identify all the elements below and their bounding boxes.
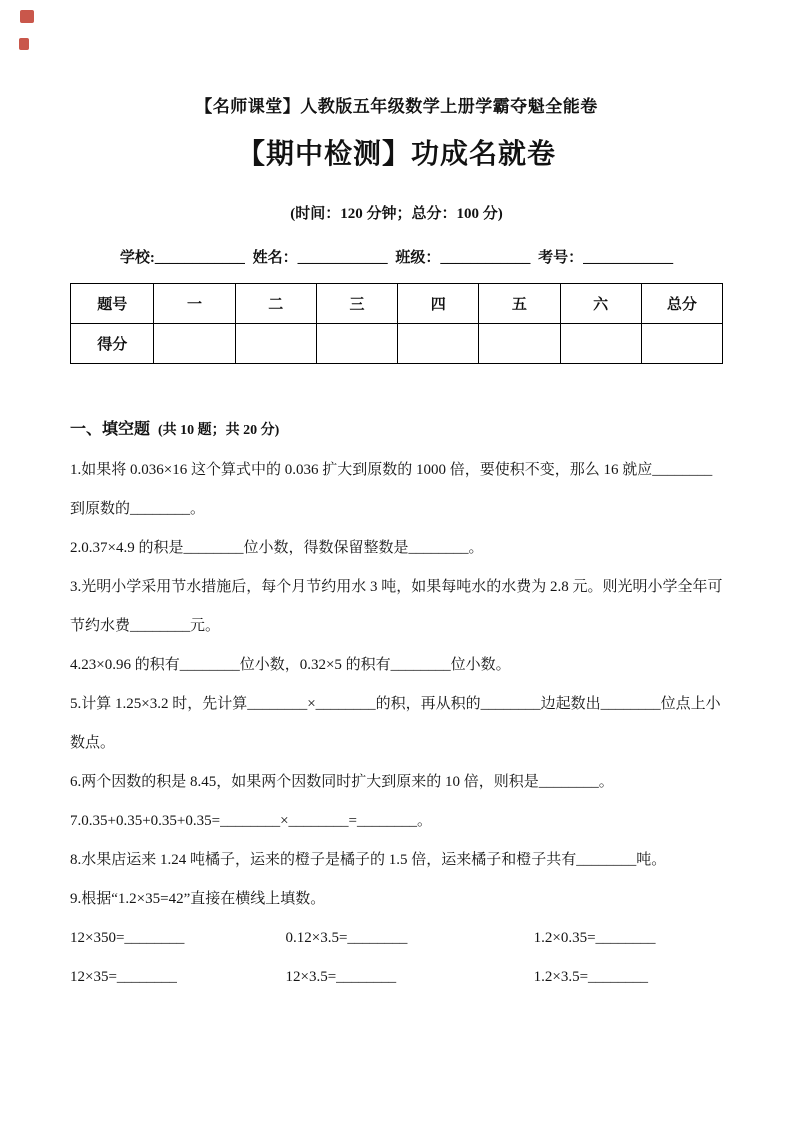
section-1-title: 一、填空题 [70, 421, 151, 438]
time-score-note: (时间：120 分钟；总分：100 分) [290, 206, 503, 222]
section-1-heading [70, 416, 723, 439]
question-4: 4.23×0.96 的积有________位小数，0.32×5 的积有________位小数。 [70, 657, 511, 673]
score-table [70, 283, 723, 364]
question-7: 7.0.35+0.35+0.35+0.35=________×________=________。 [70, 813, 433, 829]
q9-expression: 0.12×3.5=________ [285, 930, 408, 946]
score-table-cell-col2: 二 [235, 284, 316, 324]
q9-grid-row-1 [70, 919, 723, 958]
score-empty-cell [479, 324, 560, 364]
score-table-cell-col4: 四 [398, 284, 479, 324]
student-info-line [70, 246, 723, 267]
score-table-cell-col3: 三 [316, 284, 397, 324]
q9-expression: 12×35=________ [70, 969, 177, 985]
class-field: 班级：____________ [395, 250, 531, 266]
score-table-score-row [71, 324, 723, 364]
score-table-cell-col5: 五 [479, 284, 560, 324]
exam-number-field: 考号：____________ [538, 250, 674, 266]
score-table-cell-total: 总分 [641, 284, 722, 324]
question-6: 6.两个因数的积是 8.45，如果两个因数同时扩大到原来的 10 倍，则积是________。 [70, 774, 614, 790]
score-empty-cell [235, 324, 316, 364]
question-8: 8.水果店运来 1.24 吨橘子，运来的橙子是橘子的 1.5 倍，运来橘子和橙子共有________吨。 [70, 852, 667, 868]
red-stamp-mark-top [20, 10, 34, 23]
question-2: 2.0.37×4.9 的积是________位小数，得数保留整数是________。 [70, 540, 484, 556]
q9-expression: 12×350=________ [70, 930, 185, 946]
name-field: 姓名：____________ [252, 250, 388, 266]
score-table-header-row [71, 284, 723, 324]
red-stamp-mark-bottom [19, 38, 29, 50]
q9-expression: 12×3.5=________ [285, 969, 397, 985]
score-empty-cell [398, 324, 479, 364]
score-label-cell: 得分 [71, 324, 154, 364]
question-1: 1.如果将 0.036×16 这个算式中的 0.036 扩大到原数的 1000 倍，要使积不变，那么 16 就应________到原数的________。 [70, 462, 713, 517]
fill-in-questions [70, 451, 723, 997]
question-9: 9.根据“1.2×35=42”直接在横线上填数。 [70, 891, 326, 907]
school-field: 学校:____________ [119, 250, 245, 266]
score-table-cell-question-label: 题号 [71, 284, 154, 324]
score-table-cell-col1: 一 [154, 284, 235, 324]
question-9-expression-grid [70, 919, 723, 997]
q9-expression: 1.2×3.5=________ [533, 969, 649, 985]
q9-grid-row-2 [70, 958, 723, 997]
question-3: 3.光明小学采用节水措施后，每个月节约用水 3 吨，如果每吨水的水费为 2.8 元。则光明小学全年可节约水费________元。 [70, 579, 723, 634]
question-5: 5.计算 1.25×3.2 时，先计算________×________的积，再从积的________边起数出________位点上小数点。 [70, 696, 721, 751]
exam-title: 【期中检测】功成名就卷 [236, 139, 556, 170]
score-empty-cell [316, 324, 397, 364]
score-empty-cell [154, 324, 235, 364]
exam-series-title: 【名师课堂】人教版五年级数学上册学霸夺魁全能卷 [195, 97, 598, 116]
q9-expression: 1.2×0.35=________ [533, 930, 656, 946]
score-table-cell-col6: 六 [560, 284, 641, 324]
score-empty-cell [641, 324, 722, 364]
score-empty-cell [560, 324, 641, 364]
section-1-count-note: (共 10 题；共 20 分) [158, 423, 280, 438]
